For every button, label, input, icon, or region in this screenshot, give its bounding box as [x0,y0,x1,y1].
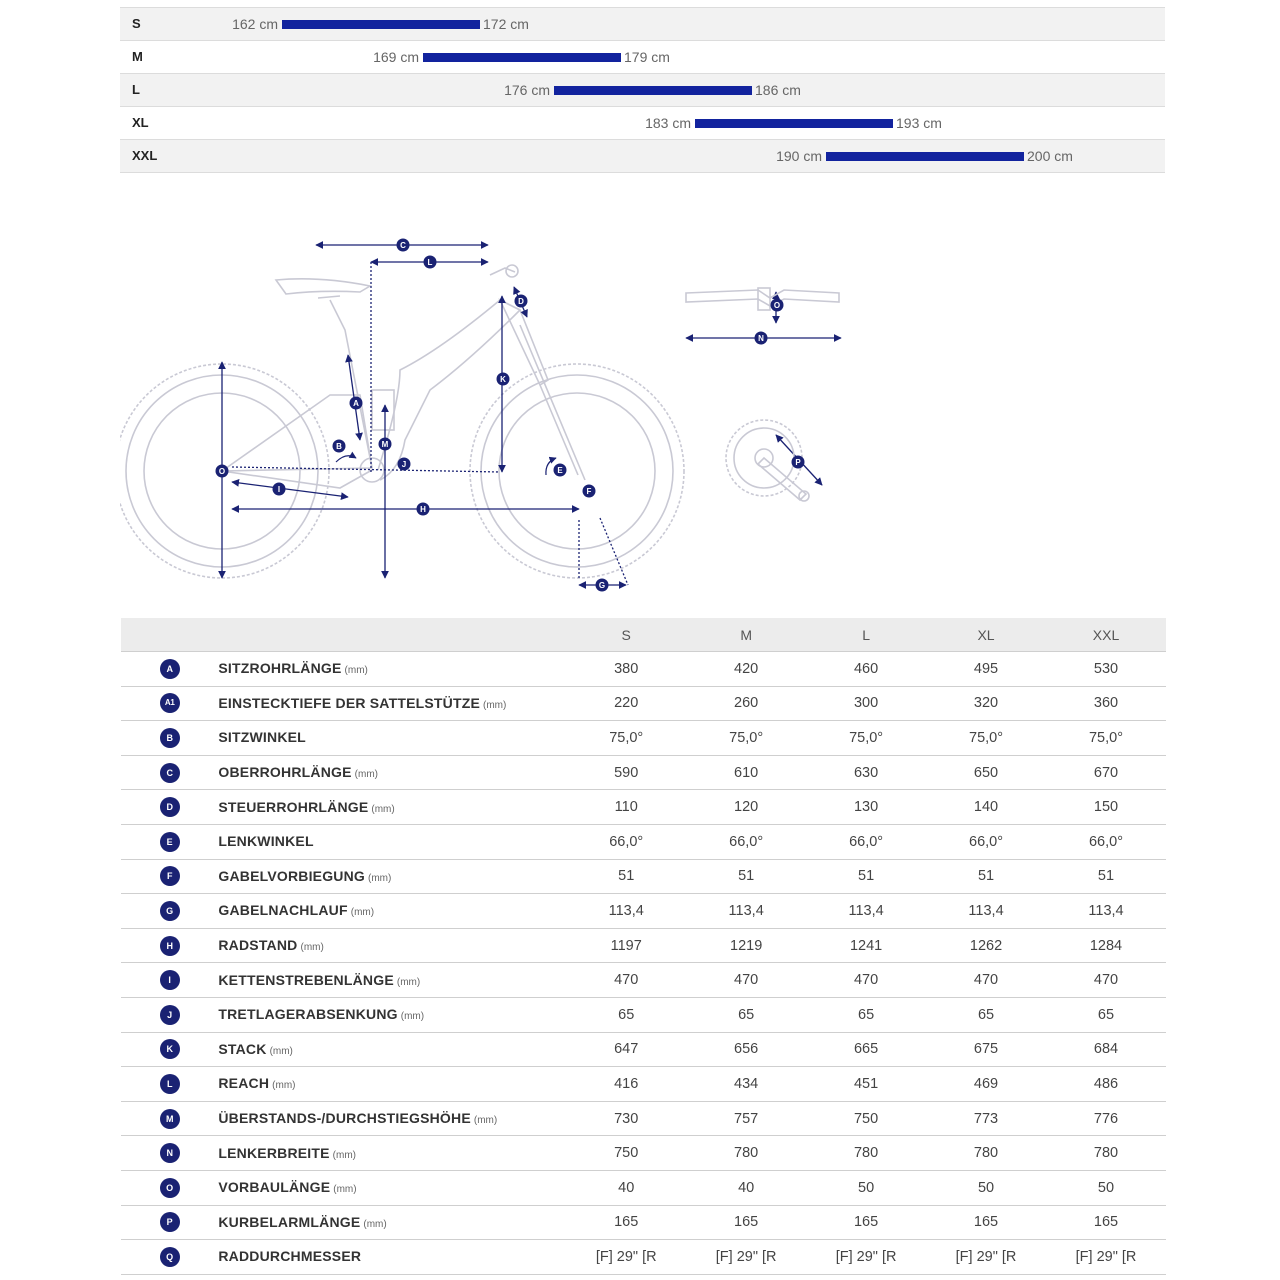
param-unit: (mm) [332,1149,356,1161]
param-code-badge: E [160,832,180,852]
param-unit: (mm) [400,1011,425,1023]
param-name: RADSTAND [218,937,298,954]
table-row [121,755,1166,790]
param-value: 780 [1046,1136,1166,1171]
param-code-badge: Q [160,1247,180,1267]
param-name: KURBELARMLÄNGE [218,1213,361,1230]
param-value: 165 [806,1205,926,1240]
param-value: 530 [1046,652,1166,687]
param-value: 470 [1046,963,1166,998]
svg-text:G: G [598,581,606,590]
param-name: KETTENSTREBENLÄNGE [218,971,394,988]
svg-text:C: C [400,241,406,250]
label-g-badge [596,579,609,592]
size-min-height: 176 cm [504,82,550,98]
size-max-height: 179 cm [624,49,670,65]
table-row [121,824,1166,859]
param-value: 50 [1046,1170,1166,1205]
param-value: 780 [686,1136,806,1171]
size-range-bar [554,86,752,95]
param-value: 300 [806,686,926,721]
param-value: 165 [686,1205,806,1240]
label-o-handlebar-badge [771,299,784,312]
label-h-badge [417,503,430,516]
label-m-badge [379,438,392,451]
param-unit: (mm) [371,803,395,815]
param-value: 51 [806,859,926,894]
param-value: 65 [1046,997,1166,1032]
param-value: 320 [926,686,1046,721]
size-chart [120,7,1165,173]
bike-geometry-diagram [120,225,860,600]
param-value: 66,0° [806,824,926,859]
param-value: 165 [926,1205,1046,1240]
param-value: 66,0° [686,824,806,859]
param-code-badge: G [160,901,180,921]
param-name: ÜBERSTANDS-/DURCHSTIEGSHÖHE [218,1110,471,1127]
size-range-bar [423,53,621,62]
table-row [121,997,1166,1032]
size-row-s [120,7,1165,41]
param-unit: (mm) [354,769,378,781]
svg-text:J: J [401,460,407,469]
param-value: 165 [566,1205,686,1240]
param-value: 469 [926,1067,1046,1102]
table-row [121,963,1166,998]
param-code-badge: P [160,1212,180,1232]
param-name: LENKERBREITE [218,1144,330,1161]
table-row [121,1101,1166,1136]
header-size-xl: XL [926,618,1046,652]
table-body [121,652,1166,1275]
param-unit: (mm) [269,1045,293,1057]
bike-outline [120,265,684,578]
param-code-badge: A [160,659,180,679]
param-value: 65 [566,997,686,1032]
param-value: 434 [686,1067,806,1102]
label-c-badge [397,239,410,252]
param-unit: (mm) [272,1080,296,1092]
param-value: 51 [566,859,686,894]
param-value: [F] 29" [R [1046,1240,1166,1275]
param-value: 140 [926,790,1046,825]
param-code-badge: O [160,1178,180,1198]
param-value: 750 [566,1136,686,1171]
svg-text:D: D [518,297,524,306]
table-row [121,1136,1166,1171]
param-value: 260 [686,686,806,721]
label-k-badge [497,373,510,386]
component-outline [686,288,839,501]
param-value: 1241 [806,928,926,963]
param-value: 495 [926,652,1046,687]
table-row [121,790,1166,825]
svg-text:B: B [336,442,342,451]
svg-text:P: P [795,458,801,467]
param-value: [F] 29" [R [686,1240,806,1275]
param-code-badge: I [160,970,180,990]
table-row [121,859,1166,894]
param-name: EINSTECKTIEFE DER SATTELSTÜTZE [218,694,481,711]
size-row-m [120,41,1165,74]
param-value: 470 [806,963,926,998]
param-code-badge: C [160,763,180,783]
size-max-height: 193 cm [896,115,942,131]
param-name: VORBAULÄNGE [218,1179,331,1196]
param-value: [F] 29" [R [566,1240,686,1275]
param-code-badge: J [160,1005,180,1025]
table-row [121,721,1166,756]
svg-text:O: O [773,301,781,310]
param-value: 51 [686,859,806,894]
param-value: 65 [686,997,806,1032]
param-value: 610 [686,755,806,790]
param-name: SITZWINKEL [218,729,306,746]
param-name: SITZROHRLÄNGE [218,660,342,677]
param-value: 730 [566,1101,686,1136]
param-value: 750 [806,1101,926,1136]
param-code-badge: N [160,1143,180,1163]
param-value: 420 [686,652,806,687]
param-code-badge: F [160,866,180,886]
param-value: 65 [806,997,926,1032]
size-label: M [132,49,143,64]
size-min-height: 169 cm [373,49,419,65]
size-row-l [120,74,1165,107]
param-value: 75,0° [566,721,686,756]
param-unit: (mm) [396,976,421,988]
param-value: 150 [1046,790,1166,825]
param-unit: (mm) [368,872,392,884]
param-value: 113,4 [566,894,686,929]
param-code-badge: H [160,936,180,956]
param-name: LENKWINKEL [218,833,314,850]
size-max-height: 200 cm [1027,148,1073,164]
table-row [121,686,1166,721]
label-b-badge [333,440,346,453]
table-row [121,928,1166,963]
label-e-badge [554,464,567,477]
label-o-badge [216,465,229,478]
label-n-badge [755,332,768,345]
table-row [121,1205,1166,1240]
table-row [121,1240,1166,1275]
param-unit: (mm) [483,699,507,711]
param-value: 656 [686,1032,806,1067]
param-value: 50 [926,1170,1046,1205]
param-value: 220 [566,686,686,721]
param-value: 1197 [566,928,686,963]
param-name: REACH [218,1075,270,1092]
param-code-badge: K [160,1039,180,1059]
table-row [121,1067,1166,1102]
header-size-xxl: XXL [1046,618,1166,652]
svg-text:O: O [218,467,226,476]
param-value: 1262 [926,928,1046,963]
param-value: 470 [686,963,806,998]
size-range-bar [695,119,893,128]
param-value: 360 [1046,686,1166,721]
table-row [121,1170,1166,1205]
header-size-m: M [686,618,806,652]
svg-text:H: H [420,505,426,514]
param-value: 51 [926,859,1046,894]
size-range-bar [282,20,480,29]
label-i-badge [273,483,286,496]
param-value: 40 [566,1170,686,1205]
param-unit: (mm) [300,942,324,954]
param-code-badge: M [160,1109,180,1129]
param-value: 113,4 [806,894,926,929]
param-value: 773 [926,1101,1046,1136]
param-unit: (mm) [363,1218,387,1230]
param-value: 460 [806,652,926,687]
param-value: 51 [1046,859,1166,894]
param-value: 113,4 [926,894,1046,929]
param-value: 670 [1046,755,1166,790]
param-name: GABELVORBIEGUNG [218,867,366,884]
param-value: 110 [566,790,686,825]
label-f-badge [583,485,596,498]
size-min-height: 190 cm [776,148,822,164]
size-label: XL [132,115,149,130]
label-d-badge [515,295,528,308]
param-value: 780 [806,1136,926,1171]
svg-text:M: M [381,440,389,449]
header-size-l: L [806,618,926,652]
table-row [121,652,1166,687]
param-value: 451 [806,1067,926,1102]
svg-text:E: E [557,466,563,475]
param-unit: (mm) [473,1115,498,1127]
label-p-badge [792,456,805,469]
param-value: 113,4 [1046,894,1166,929]
label-a-badge [350,397,363,410]
param-value: [F] 29" [R [806,1240,926,1275]
param-value: 684 [1046,1032,1166,1067]
param-value: 50 [806,1170,926,1205]
param-value: 1219 [686,928,806,963]
param-name: OBERROHRLÄNGE [218,764,352,781]
header-size-s: S [566,618,686,652]
param-code-badge: L [160,1074,180,1094]
param-name: STEUERROHRLÄNGE [218,798,369,815]
param-value: 120 [686,790,806,825]
size-min-height: 183 cm [645,115,691,131]
param-value: 486 [1046,1067,1166,1102]
size-label: L [132,82,140,97]
param-code-badge: B [160,728,180,748]
param-name: TRETLAGERABSENKUNG [218,1006,398,1023]
param-name: STACK [218,1040,267,1057]
param-code-badge: A1 [160,693,180,713]
param-value: 630 [806,755,926,790]
param-unit: (mm) [333,1184,357,1196]
size-max-height: 172 cm [483,16,529,32]
size-row-xxl [120,140,1165,173]
param-value: 650 [926,755,1046,790]
param-value: 416 [566,1067,686,1102]
param-name: RADDURCHMESSER [218,1248,362,1265]
param-value: 470 [926,963,1046,998]
param-value: 75,0° [686,721,806,756]
param-value: 780 [926,1136,1046,1171]
param-value: 647 [566,1032,686,1067]
param-value: 75,0° [806,721,926,756]
param-value: 1284 [1046,928,1166,963]
param-code-badge: D [160,797,180,817]
param-value: 665 [806,1032,926,1067]
param-name: GABELNACHLAUF [218,902,348,919]
size-range-bar [826,152,1024,161]
param-value: 757 [686,1101,806,1136]
table-header-row [121,618,1166,652]
param-value: 113,4 [686,894,806,929]
param-value: 66,0° [1046,824,1166,859]
svg-text:K: K [500,375,506,384]
param-value: 165 [1046,1205,1166,1240]
table-row [121,894,1166,929]
param-value: 470 [566,963,686,998]
param-value: 130 [806,790,926,825]
size-label: XXL [132,148,158,163]
size-max-height: 186 cm [755,82,801,98]
size-label: S [132,16,141,31]
param-value: [F] 29" [R [926,1240,1046,1275]
param-value: 66,0° [566,824,686,859]
svg-text:L: L [427,258,433,267]
param-unit: (mm) [344,665,368,677]
svg-text:I: I [277,485,281,494]
size-min-height: 162 cm [232,16,278,32]
param-value: 75,0° [926,721,1046,756]
label-l-badge [424,256,437,269]
param-value: 75,0° [1046,721,1166,756]
param-value: 380 [566,652,686,687]
svg-text:N: N [758,334,764,343]
param-value: 66,0° [926,824,1046,859]
param-unit: (mm) [350,907,375,919]
svg-text:F: F [586,487,592,496]
table-row [121,1032,1166,1067]
param-value: 40 [686,1170,806,1205]
geometry-table [121,618,1166,1275]
param-value: 65 [926,997,1046,1032]
param-value: 675 [926,1032,1046,1067]
param-value: 776 [1046,1101,1166,1136]
label-j-badge [398,458,411,471]
svg-text:A: A [353,399,359,408]
size-row-xl [120,107,1165,140]
param-value: 590 [566,755,686,790]
